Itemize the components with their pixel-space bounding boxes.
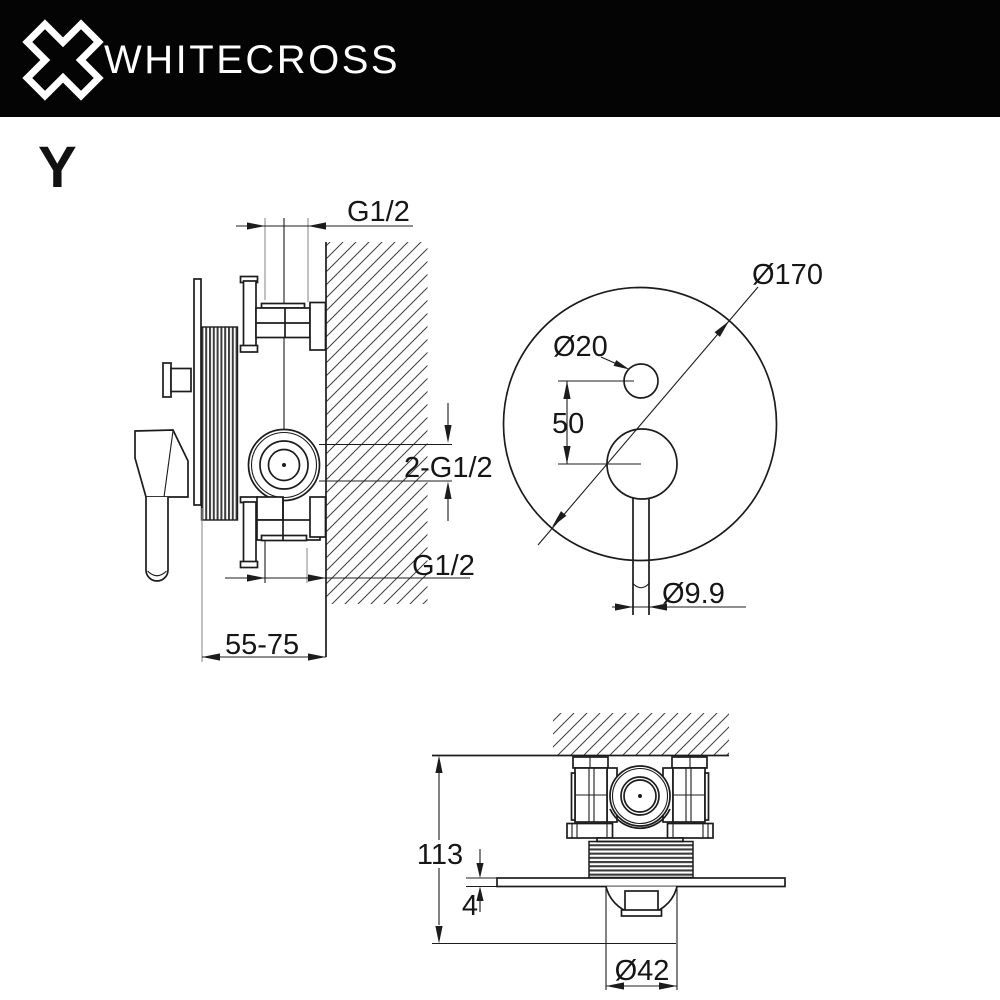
dim-label-4: 4 (461, 890, 478, 922)
lever-shaft-front (633, 498, 649, 616)
handle-cap-bottom (606, 887, 677, 917)
bottom-view (417, 713, 785, 990)
bottom-pipe-assembly (241, 497, 326, 568)
diverter-button-side (163, 363, 191, 397)
header-bar (0, 0, 1000, 117)
valve-cartridge-circles (249, 430, 320, 501)
faceplate-circle (504, 288, 777, 561)
dim-label-50: 50 (552, 408, 585, 440)
dim-total-depth (417, 756, 463, 944)
dim-label-55-75: 55-75 (225, 629, 300, 661)
threaded-section-bottom (589, 842, 693, 878)
dim-lever-diameter (612, 578, 746, 611)
threaded-cartridge-side (202, 327, 238, 520)
dim-label-d20: Ø20 (553, 331, 608, 363)
brand-title: WHITECROSS (104, 38, 401, 82)
dim-center-spacing (552, 381, 641, 464)
extension-lines-top (265, 218, 308, 302)
handle-lever-side (135, 430, 188, 581)
view-label: Y (38, 135, 77, 200)
dim-label-g12-top: G1/2 (347, 196, 410, 228)
valve-body-top-view (567, 757, 713, 878)
escutcheon-plate-bottom (497, 878, 785, 887)
dim-plate-thickness (462, 849, 497, 922)
dim-label-d99: Ø9.9 (662, 578, 725, 610)
dim-top-connection (236, 196, 413, 230)
dim-label-2g12: 2-G1/2 (404, 452, 493, 484)
top-pipe-assembly (241, 277, 326, 353)
escutcheon-plate-side (194, 279, 201, 505)
wall-hatch-bottom (553, 713, 729, 756)
dim-label-d170: Ø170 (752, 259, 823, 291)
dim-label-d42: Ø42 (614, 955, 670, 987)
front-view (504, 259, 823, 615)
side-view (135, 196, 493, 662)
dim-diverter-diameter (553, 331, 630, 370)
dim-label-g12-lower: G1/2 (412, 550, 475, 582)
dim-label-113: 113 (416, 839, 464, 871)
